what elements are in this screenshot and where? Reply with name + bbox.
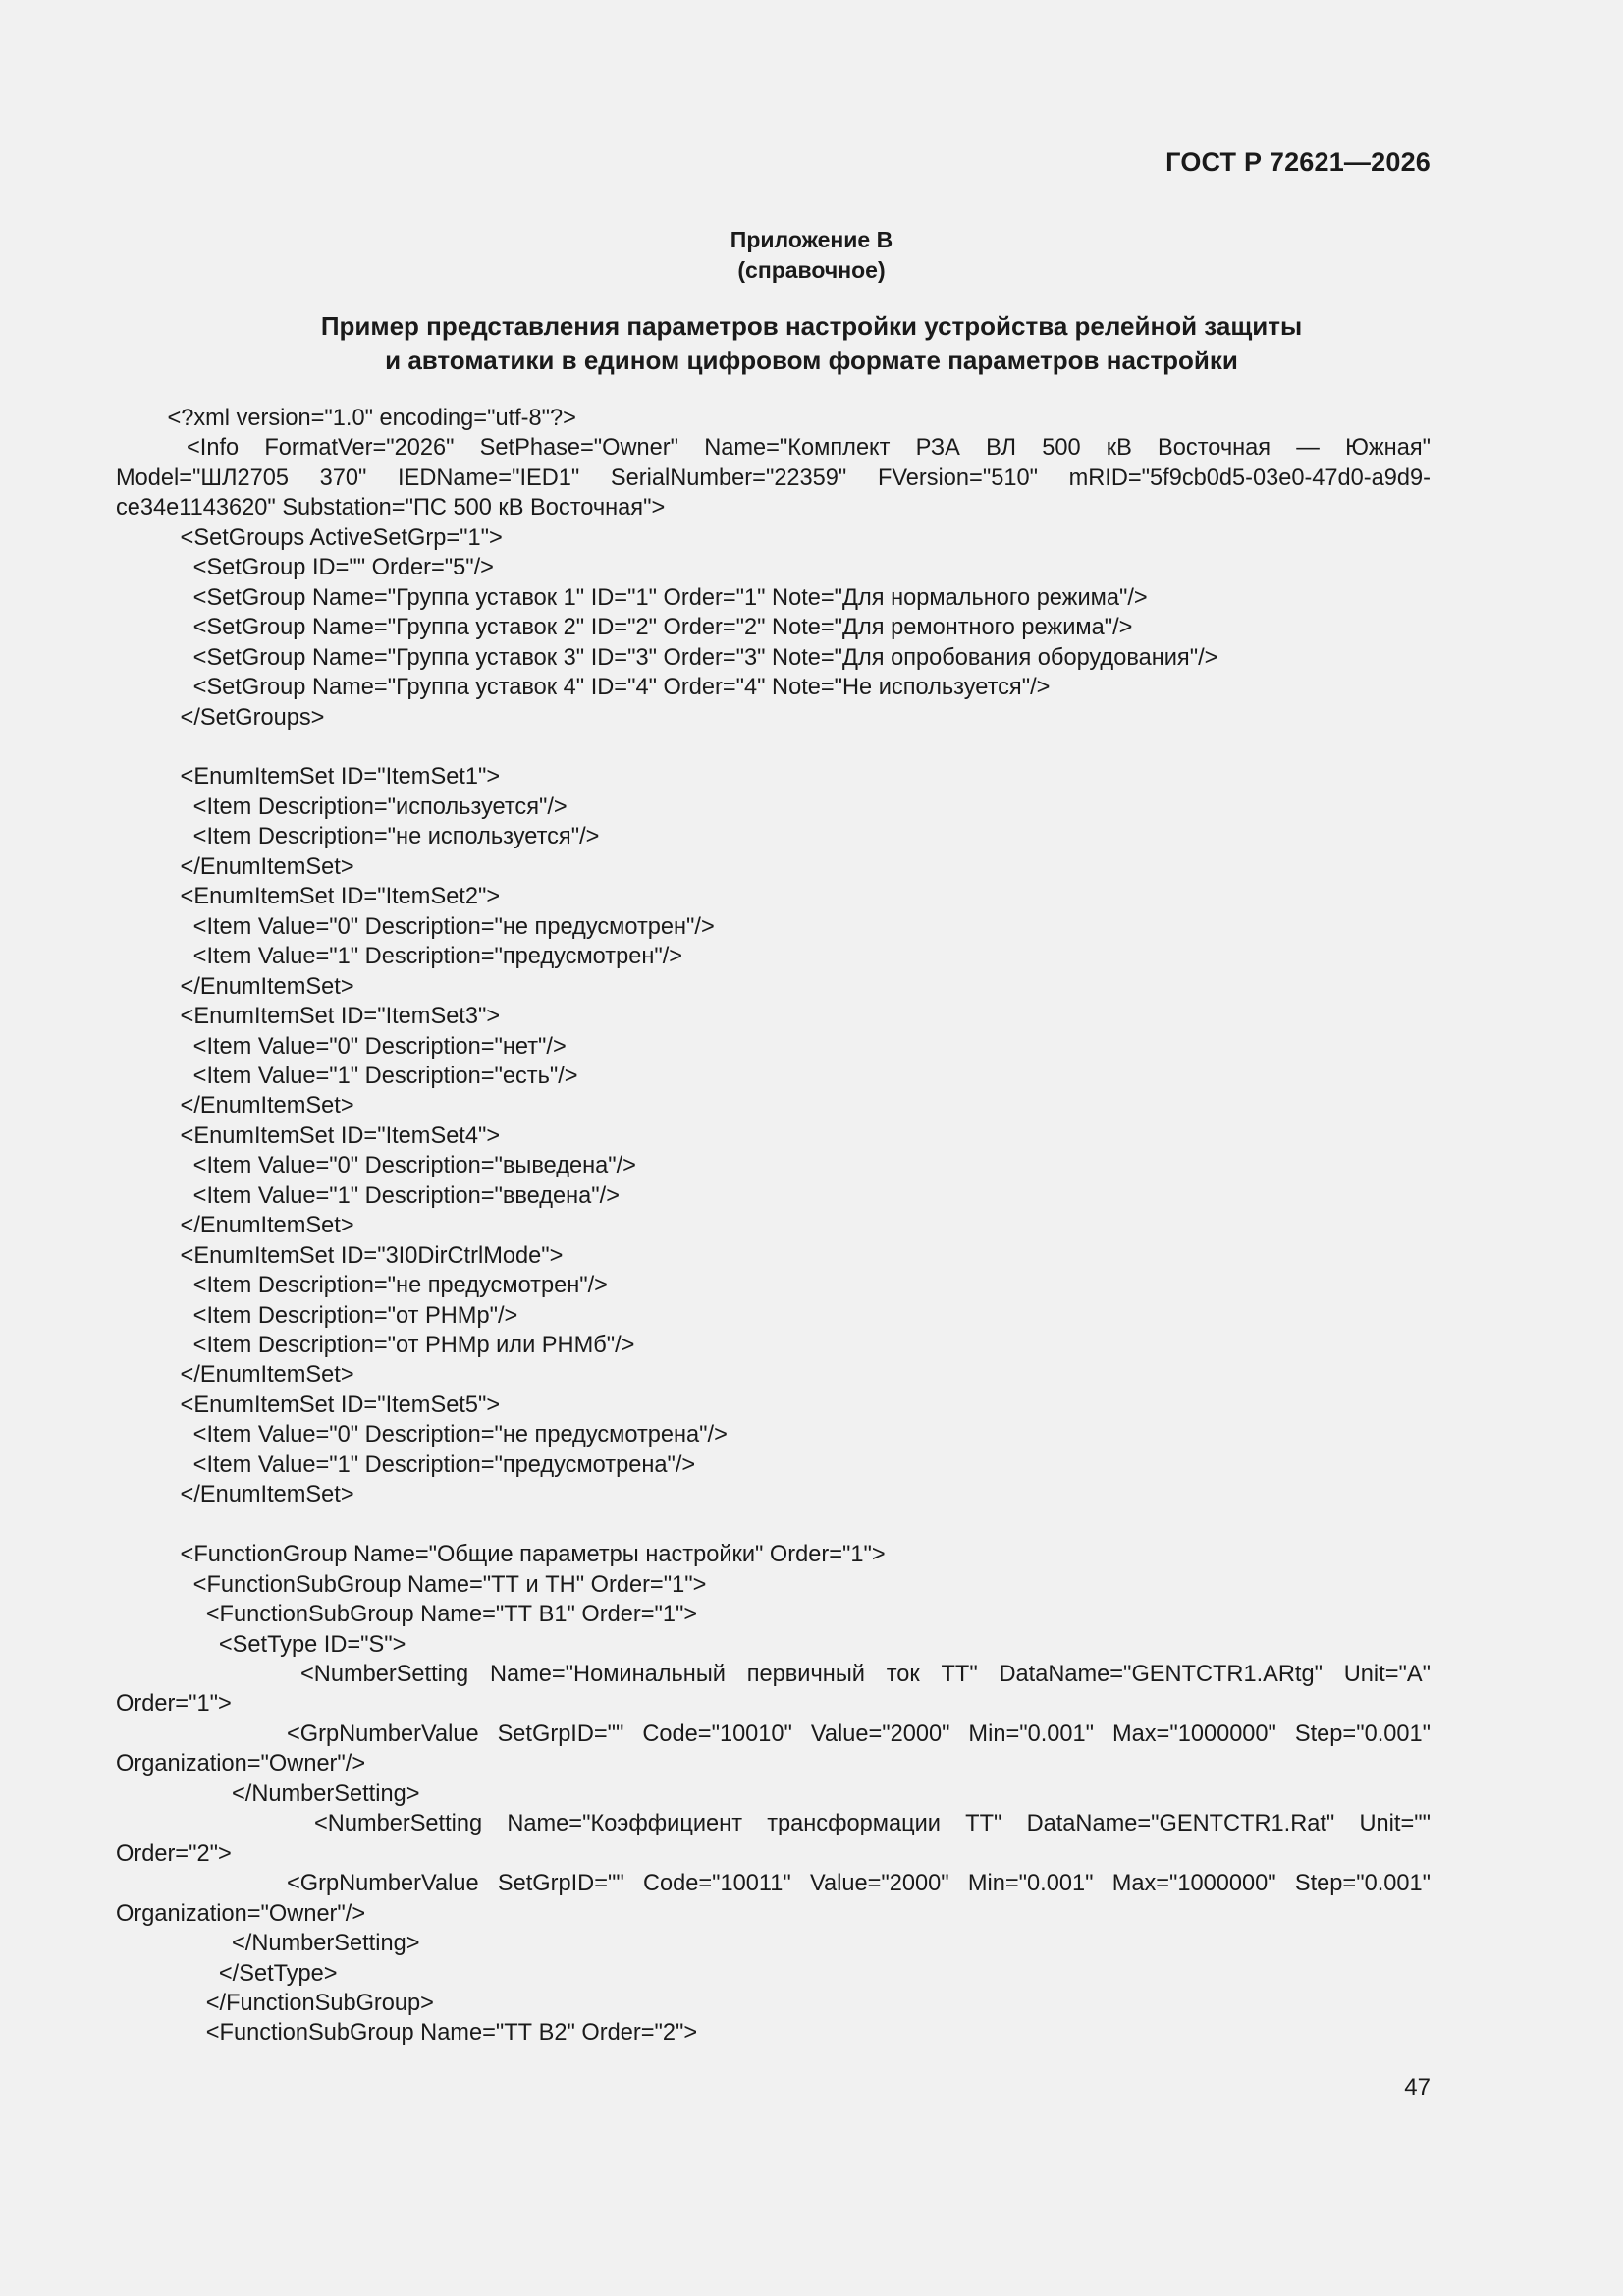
listing-line: <?xml version="1.0" encoding="utf-8"?>: [116, 406, 576, 431]
listing-line: <FunctionSubGroup Name="ТТ В2" Order="2">: [116, 2020, 698, 2047]
page-header: ГОСТ Р 72621—2026: [1165, 147, 1431, 177]
listing-line: [116, 1510, 1431, 1540]
annex-kind: (справочное): [737, 257, 886, 283]
listing-line: <NumberSetting Name="Коэффициент трансформации ТТ" DataName="GENTCTR1.Rat" Unit="": [314, 1811, 1431, 1837]
listing-line: <Item Description="от РНМр"/>: [116, 1302, 518, 1329]
listing-line: <SetGroup Name="Группа уставок 1" ID="1" Order="1" Note="Для нормального режима"/>: [116, 584, 1148, 611]
listing-line: Order="2">: [116, 1840, 232, 1867]
listing-line: <Item Description="от РНМр или РНМб"/>: [116, 1333, 635, 1359]
listing-line: <SetGroup Name="Группа уставок 3" ID="3" Order="3" Note="Для опробования оборудования"/>: [116, 644, 1218, 671]
listing-line: <Item Value="1" Description="есть"/>: [116, 1063, 578, 1089]
listing-line: </EnumItemSet>: [116, 1362, 354, 1389]
listing-line: </EnumItemSet>: [116, 973, 354, 1000]
listing-line: <EnumItemSet ID="3I0DirCtrlMode">: [116, 1242, 564, 1269]
annex-title-line-1: Пример представления параметров настройки устройства релейной защиты: [320, 311, 1303, 341]
annex-heading: [0, 225, 1623, 286]
listing-line: [116, 733, 1431, 762]
listing-line: <SetGroups ActiveSetGrp="1">: [116, 524, 503, 551]
listing-line: <Item Value="0" Description="не предусмотрен"/>: [116, 913, 715, 940]
listing-line: </SetType>: [116, 1960, 338, 1987]
listing-line: ce34e1143620" Substation="ПС 500 кВ Восточная">: [116, 495, 666, 521]
annex-label: Приложение В: [730, 227, 893, 252]
listing-line: <Item Description="используется"/>: [116, 793, 568, 820]
listing-line: </EnumItemSet>: [116, 1093, 354, 1120]
listing-line: </SetGroups>: [116, 704, 325, 731]
listing-line: </EnumItemSet>: [116, 1213, 354, 1239]
listing-line: <GrpNumberValue SetGrpID="" Code="10011" Value="2000" Min="0.001" Max="1000000" Step="0.001": [287, 1871, 1431, 1897]
listing-line: <EnumItemSet ID="ItemSet5">: [116, 1392, 501, 1418]
page-number: 47: [1404, 2074, 1431, 2101]
listing-line: </FunctionSubGroup>: [116, 1990, 434, 2016]
listing-line: <EnumItemSet ID="ItemSet3">: [116, 1004, 501, 1030]
xml-listing: [116, 404, 1431, 2049]
listing-line: <SetGroup ID="" Order="5"/>: [116, 555, 494, 581]
listing-line: <SetGroup Name="Группа уставок 4" ID="4" Order="4" Note="Не используется"/>: [116, 675, 1051, 701]
annex-title: [0, 309, 1623, 378]
listing-line: <FunctionSubGroup Name="ТТ В1" Order="1">: [116, 1602, 698, 1628]
listing-line: <GrpNumberValue SetGrpID="" Code="10010" Value="2000" Min="0.001" Max="1000000" Step="0.001": [287, 1721, 1431, 1747]
listing-line: <Item Description="не предусмотрен"/>: [116, 1273, 608, 1299]
listing-line: <Item Value="0" Description="нет"/>: [116, 1033, 567, 1060]
listing-line: <FunctionGroup Name="Общие параметры настройки" Order="1">: [116, 1542, 886, 1568]
listing-line: Organization="Owner"/>: [116, 1751, 366, 1777]
listing-line: </EnumItemSet>: [116, 853, 354, 880]
listing-line: <Item Value="0" Description="выведена"/>: [116, 1153, 636, 1179]
listing-line: </NumberSetting>: [116, 1931, 420, 1957]
listing-line: <EnumItemSet ID="ItemSet1">: [116, 764, 501, 791]
listing-line: <Item Value="1" Description="предусмотрен"/>: [116, 944, 683, 970]
listing-line: Model="ШЛ2705 370" IEDName="IED1" SerialNumber="22359" FVersion="510" mRID="5f9cb0d5-03e0-47d0-a9d9-: [116, 465, 1431, 491]
listing-line: <Info FormatVer="2026" SetPhase="Owner" Name="Комплект РЗА ВЛ 500 кВ Восточная — Южная": [187, 435, 1431, 462]
listing-line: <SetType ID="S">: [116, 1631, 406, 1658]
listing-line: <Item Value="1" Description="введена"/>: [116, 1182, 621, 1209]
listing-line: <SetGroup Name="Группа уставок 2" ID="2" Order="2" Note="Для ремонтного режима"/>: [116, 615, 1133, 641]
listing-line: <FunctionSubGroup Name="ТТ и ТН" Order="1">: [116, 1571, 707, 1598]
listing-line: <NumberSetting Name="Номинальный первичный ток ТТ" DataName="GENTCTR1.ARtg" Unit="А": [300, 1662, 1431, 1687]
listing-line: <Item Value="0" Description="не предусмотрена"/>: [116, 1422, 728, 1449]
annex-title-line-2: и автоматики в едином цифровом формате параметров настройки: [385, 346, 1238, 375]
listing-line: </EnumItemSet>: [116, 1482, 354, 1508]
listing-line: Organization="Owner"/>: [116, 1900, 366, 1927]
listing-line: </NumberSetting>: [116, 1780, 420, 1807]
listing-line: <Item Value="1" Description="предусмотрена"/>: [116, 1451, 696, 1478]
listing-line: Order="1">: [116, 1691, 232, 1718]
listing-line: <EnumItemSet ID="ItemSet2">: [116, 884, 501, 910]
listing-line: <EnumItemSet ID="ItemSet4">: [116, 1122, 501, 1149]
listing-line: <Item Description="не используется"/>: [116, 824, 600, 850]
